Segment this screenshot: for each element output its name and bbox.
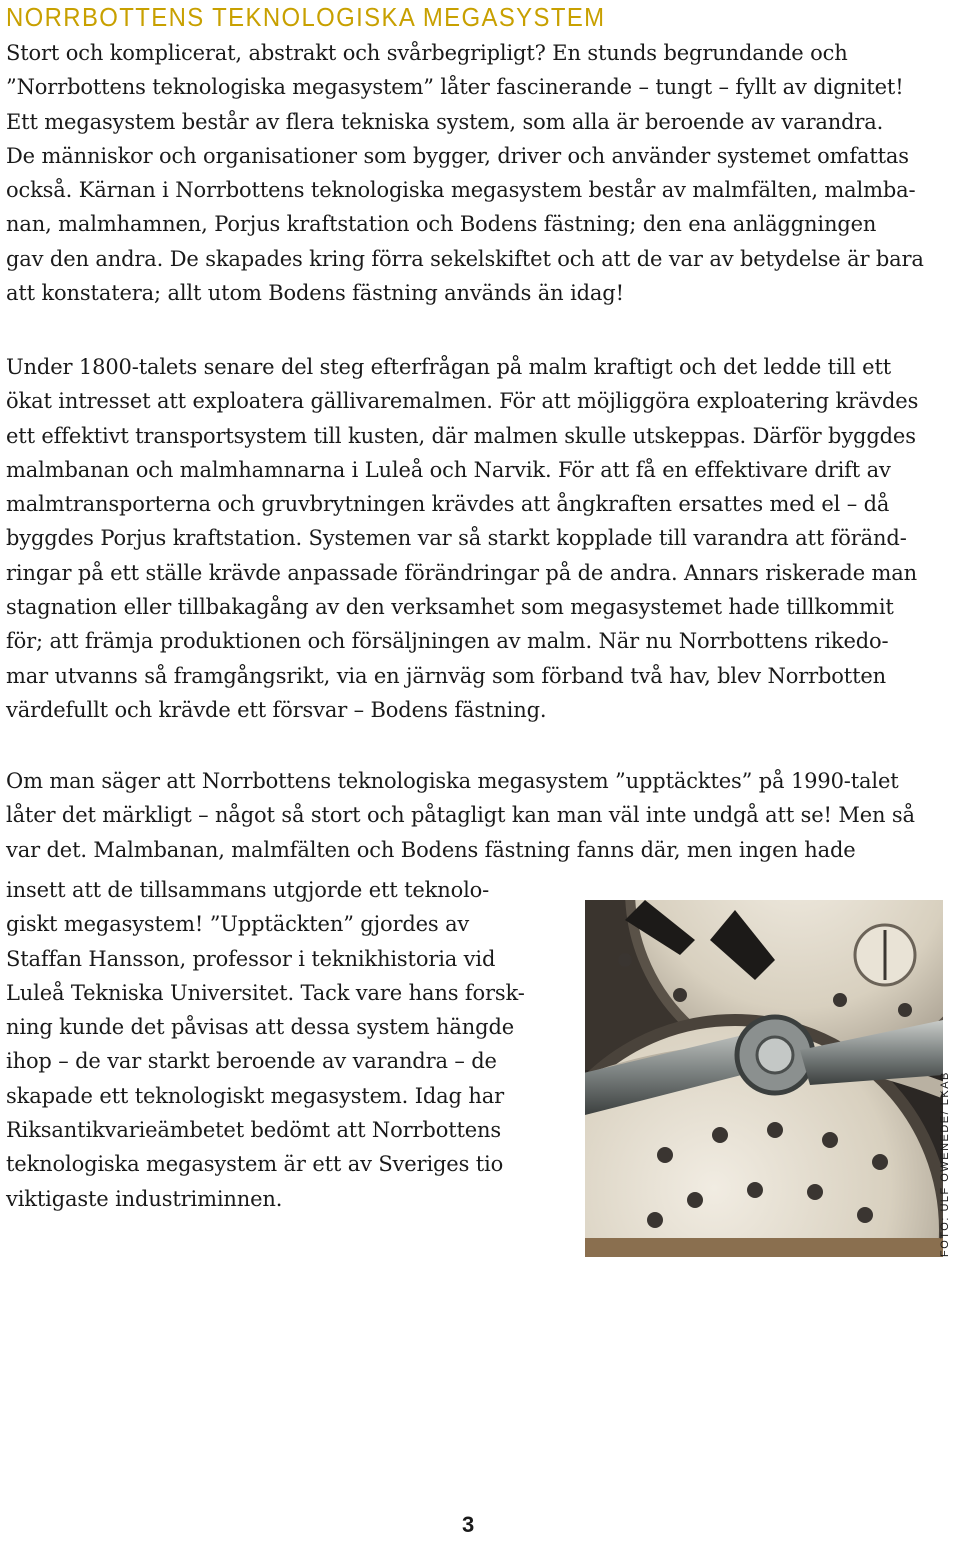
text-line: ökat intresset att exploatera gällivaremalmen. För att möjliggöra exploatering krävdes (6, 389, 919, 414)
text-line: ringar på ett ställe krävde anpassade förändringar på de andra. Annars riskerade man (6, 560, 918, 585)
text-line: låter det märkligt – något så stort och påtagligt kan man väl inte undgå att se! Men så (6, 803, 915, 828)
text-line: mar utvanns så framgångsrikt, via en järnväg som förband två hav, blev Norrbotten (6, 663, 887, 688)
text-line: att konstatera; allt utom Bodens fästning används än idag! (6, 281, 624, 306)
paragraph-3-continued (6, 873, 525, 1216)
text-line: ett effektivt transportsystem till kusten, där malmen skulle utskeppas. Därför byggdes (6, 423, 916, 448)
text-line: Om man säger att Norrbottens teknologiska megasystem ”upptäcktes” på 1990-talet (6, 769, 899, 793)
text-line: gav den andra. De skapades kring förra sekelskiftet och att de var av betydelse är bara (6, 246, 924, 271)
text-line: Stort och komplicerat, abstrakt och svårbegripligt? En stunds begrundande och (6, 41, 848, 65)
text-line: Under 1800-talets senare del steg efterfrågan på malm kraftigt och det ledde till ett (6, 355, 892, 379)
text-line: viktigaste industriminnen. (6, 1186, 283, 1211)
text-line: ning kunde det påvisas att dessa system hängde (6, 1015, 515, 1040)
text-line: också. Kärnan i Norrbottens teknologiska megasystem består av malmfälten, malmba- (6, 178, 916, 203)
locomotive-wheel-illustration (585, 900, 943, 1257)
text-line: Riksantikvarieämbetet bedömt att Norrbottens (6, 1118, 502, 1143)
text-line: stagnation eller tillbakagång av den verksamhet som megasystemet hade tillkommit (6, 595, 894, 620)
text-line: malmbanan och malmhamnarna i Luleå och Narvik. För att få en effektivare drift av (6, 457, 891, 482)
text-line: var det. Malmbanan, malmfälten och Bodens fästning fanns där, men ingen hade (6, 837, 856, 862)
paragraph-3 (6, 764, 954, 867)
text-line: byggdes Porjus kraftstation. Systemen var så starkt kopplade till varandra att föränd- (6, 526, 907, 551)
text-line: ”Norrbottens teknologiska megasystem” låter fascinerande – tungt – fyllt av dignitet! (6, 75, 904, 100)
paragraph-1 (6, 36, 954, 310)
text-line: malmtransporterna och gruvbrytningen krävdes att ångkraften ersattes med el – då (6, 492, 890, 517)
text-line: skapade ett teknologiskt megasystem. Idag har (6, 1083, 504, 1108)
photo-credit: FOTO: ULF OWENEDE/ LKAB (939, 1071, 951, 1257)
text-line: giskt megasystem! ”Upptäckten” gjordes av (6, 912, 470, 937)
text-line: Staffan Hansson, professor i teknikhistoria vid (6, 946, 496, 971)
text-line: De människor och organisationer som bygger, driver och använder systemet omfattas (6, 143, 909, 168)
text-line: Luleå Tekniska Universitet. Tack vare hans forsk- (6, 980, 525, 1005)
page-heading: NORRBOTTENS TEKNOLOGISKA MEGASYSTEM (6, 2, 606, 32)
text-line: teknologiska megasystem är ett av Sveriges tio (6, 1152, 504, 1177)
text-line: nan, malmhamnen, Porjus kraftstation och Bodens fästning; den ena anläggningen (6, 212, 877, 237)
page-number: 3 (462, 1512, 475, 1537)
text-line: insett att de tillsammans utgjorde ett teknolo- (6, 878, 490, 902)
text-line: för; att främja produktionen och försäljningen av malm. När nu Norrbottens rikedo- (6, 629, 889, 654)
text-line: ihop – de var starkt beroende av varandra – de (6, 1049, 497, 1074)
text-line: värdefullt och krävde ett försvar – Bodens fästning. (6, 697, 547, 722)
paragraph-2 (6, 350, 954, 727)
text-line: Ett megasystem består av flera tekniska system, som alla är beroende av varandra. (6, 109, 884, 134)
locomotive-wheel-photo (585, 900, 943, 1257)
